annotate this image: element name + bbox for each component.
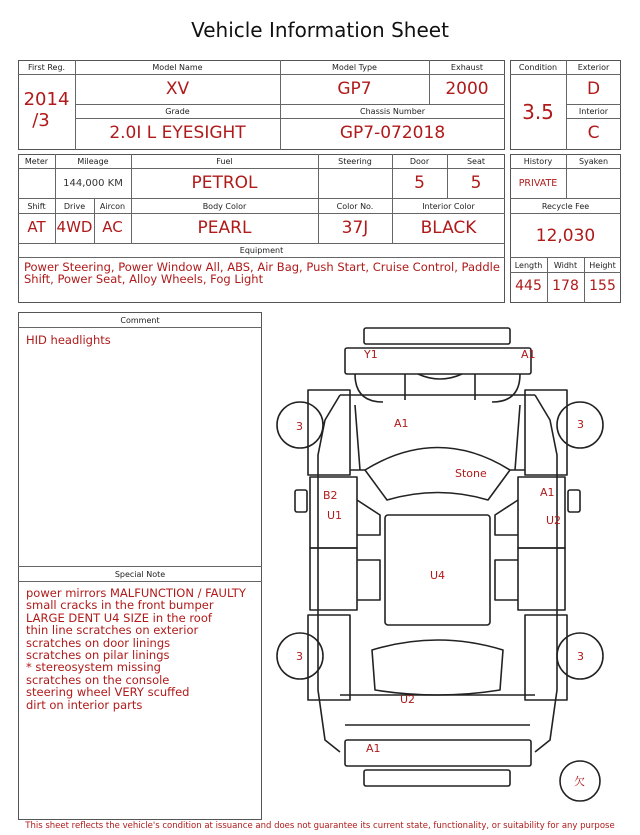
width-label: Widht xyxy=(553,261,578,270)
first-reg-label: First Reg. xyxy=(27,63,66,72)
mark-windshield: Stone xyxy=(455,467,487,480)
special-note-label: Special Note xyxy=(114,570,166,579)
special-note-line: scratches on pilar linings xyxy=(26,648,170,663)
comment-text: HID headlights xyxy=(26,333,111,347)
door-label: Door xyxy=(409,157,430,166)
fuel-value: PETROL xyxy=(191,173,258,193)
condition-label: Condition xyxy=(518,63,558,72)
grade-value: 2.0I L EYESIGHT xyxy=(109,123,246,143)
interior-color-value: BLACK xyxy=(420,218,477,238)
grade-label: Grade xyxy=(165,107,190,116)
fuel-label: Fuel xyxy=(216,157,233,166)
sheet-title: Vehicle Information Sheet xyxy=(191,18,449,42)
wheel-front-left: 3 xyxy=(296,420,303,433)
comment-label: Comment xyxy=(120,316,160,325)
disclaimer-notice: This sheet reflects the vehicle's condition at issuance and does not guarantee its current state, functionality, or suitability for any purpose xyxy=(25,821,615,831)
special-note-line: power mirrors MALFUNCTION / FAULTY xyxy=(26,586,246,600)
meter-label: Meter xyxy=(24,157,49,166)
special-note-list xyxy=(26,587,260,711)
length-label: Length xyxy=(514,261,543,270)
mileage-label: Mileage xyxy=(77,157,109,166)
wheel-rear-right: 3 xyxy=(577,650,584,663)
exterior-label: Exterior xyxy=(577,63,610,72)
equipment-line-1: Power Steering, Power Window All, ABS, Air Bag, Push Start, Cruise Control, Paddle xyxy=(24,260,500,274)
exhaust-value: 2000 xyxy=(445,79,489,99)
model-type-value: GP7 xyxy=(337,79,372,99)
mark-left-front-door-u: U1 xyxy=(327,509,343,522)
mark-front-right-bumper: A1 xyxy=(521,348,536,361)
drive-value: 4WD xyxy=(56,218,93,236)
equipment-label: Equipment xyxy=(239,246,284,255)
drive-label: Drive xyxy=(63,202,86,211)
special-note-line: thin line scratches on exterior xyxy=(26,623,199,638)
condition-grade: 3.5 xyxy=(522,100,554,124)
car-damage-diagram xyxy=(265,315,635,820)
color-no-value: 37J xyxy=(341,218,369,238)
door-value: 5 xyxy=(414,173,425,193)
shift-value: AT xyxy=(27,218,46,236)
special-note-line: small cracks in the front bumper xyxy=(26,598,214,613)
chassis-label: Chassis Number xyxy=(360,107,425,116)
width-value: 178 xyxy=(552,278,579,294)
first-reg-month: /3 xyxy=(32,110,50,131)
mark-right-front-door-a: A1 xyxy=(540,486,555,499)
seat-label: Seat xyxy=(466,157,486,166)
special-note-line: scratches on the console xyxy=(26,672,170,687)
interior-color-label: Interior Color xyxy=(422,202,475,211)
model-name-value: XV xyxy=(165,79,190,99)
wheel-front-right: 3 xyxy=(577,418,584,431)
special-note-line: dirt on interior parts xyxy=(26,697,143,712)
syaken-label: Syaken xyxy=(578,157,609,166)
body-color-value: PEARL xyxy=(197,218,252,238)
missing-stamp: 欠 xyxy=(574,775,585,788)
special-note-line: scratches on door linings xyxy=(26,635,171,650)
exterior-grade: D xyxy=(586,79,601,99)
special-note-line: LARGE DENT U4 SIZE in the roof xyxy=(26,610,212,625)
aircon-label: Aircon xyxy=(99,202,126,211)
mark-front-left-bumper: Y1 xyxy=(364,348,378,361)
mark-rear-bumper: A1 xyxy=(366,742,381,755)
color-no-label: Color No. xyxy=(336,202,374,211)
interior-label: Interior xyxy=(578,107,609,116)
model-name-label: Model Name xyxy=(152,63,203,72)
exhaust-label: Exhaust xyxy=(450,63,484,72)
mark-trunk: U2 xyxy=(400,693,416,706)
mark-right-front-door-u: U2 xyxy=(546,514,562,527)
model-type-label: Model Type xyxy=(332,63,377,72)
length-value: 445 xyxy=(515,278,542,294)
mark-left-front-door-b: B2 xyxy=(323,489,338,502)
history-label: History xyxy=(523,157,553,166)
height-value: 155 xyxy=(589,278,616,294)
first-reg-year: 2014 xyxy=(23,89,70,110)
seat-value: 5 xyxy=(470,173,482,193)
height-label: Height xyxy=(589,261,616,270)
body-color-label: Body Color xyxy=(202,202,247,211)
chassis-value: GP7-072018 xyxy=(339,123,446,143)
special-note-line: steering wheel VERY scuffed xyxy=(26,685,190,700)
special-note-line: * stereosystem missing xyxy=(26,660,161,675)
steering-label: Steering xyxy=(338,157,372,166)
mark-roof: U4 xyxy=(430,569,446,582)
aircon-value: AC xyxy=(102,218,123,236)
recycle-fee-label: Recycle Fee xyxy=(541,202,590,211)
equipment-line-2: Shift, Power Seat, Alloy Wheels, Fog Light xyxy=(24,272,264,286)
history-value: PRIVATE xyxy=(518,178,558,189)
mark-hood: A1 xyxy=(394,417,409,430)
mileage-value: 144,000 KM xyxy=(63,178,123,189)
shift-label: Shift xyxy=(27,202,46,211)
wheel-rear-left: 3 xyxy=(296,650,303,663)
interior-grade: C xyxy=(587,123,600,143)
recycle-fee-value: 12,030 xyxy=(535,226,596,246)
